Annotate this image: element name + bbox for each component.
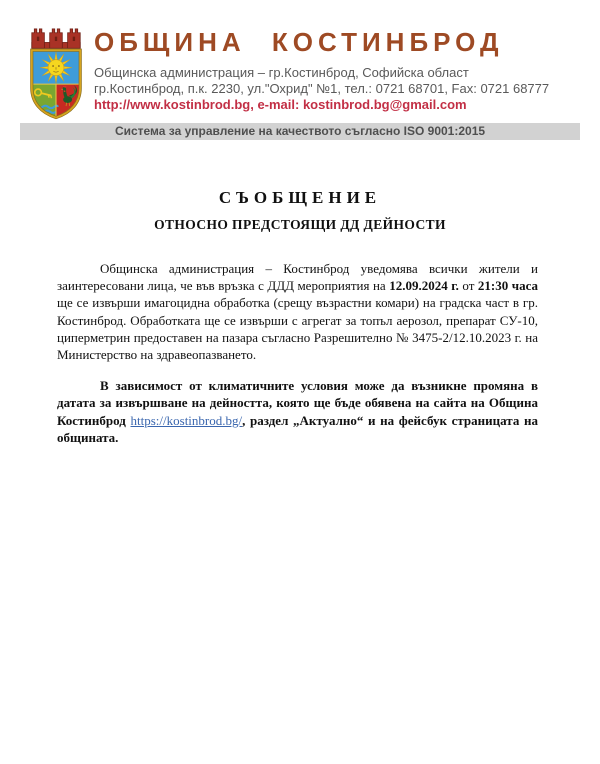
letterhead-text bbox=[94, 24, 549, 113]
announcement-paragraph bbox=[57, 260, 538, 363]
announcement-text-start: Общинска администрация – Костинброд уведомява всички жители и заинтересовани лица, че във връзка с ДДД мероприятия на bbox=[57, 261, 538, 294]
address-line-2: гр.Костинброд, п.к. 2230, ул."Охрид" №1, тел.: 0721 68701, Fax: 0721 68777 bbox=[94, 80, 550, 96]
document-body bbox=[0, 188, 600, 446]
announcement-time: 21:30 часа bbox=[477, 278, 539, 294]
announcement-text-end: ще се извърши имагоцидна обработка (срещу възрастни комари) на градска част в гр. Костинброд. Обработката ще се извърши с агрегат за топъл аерозол, препарат СУ-10, циперметрин предоставен на пазара съгласно Разрешително № 3475-2/12.10.2023 г. на Министерство на здравеопазването. bbox=[57, 295, 538, 363]
address-line-1: Общинска администрация – гр.Костинброд, Софийска област bbox=[94, 65, 469, 80]
weather-note-paragraph bbox=[57, 377, 538, 446]
announcement-text-mid: от bbox=[458, 278, 478, 294]
weather-note-text-start: В зависимост от климатичните условия може да възникне промяна в датата за извършване на дейността, която ще бъде обявена на сайта на Община Костинброд bbox=[57, 378, 538, 428]
document-subtitle: ОТНОСНО ПРЕДСТОЯЩИ ДД ДЕЙНОСТИ bbox=[154, 217, 446, 232]
municipality-name: ОБЩИНА КОСТИНБРОД bbox=[94, 27, 504, 57]
letterhead bbox=[0, 0, 600, 121]
kostinbrod-website-link[interactable]: https://kostinbrod.bg/ bbox=[130, 412, 243, 428]
mural-crown bbox=[32, 29, 80, 48]
weather-note-text-end: , раздел „Актуално“ и на фейсбук страницата на общината. bbox=[57, 412, 538, 445]
announcement-date: 12.09.2024 г. bbox=[389, 278, 459, 294]
kostinbrod-coat-of-arms-icon bbox=[25, 24, 87, 121]
iso-certification-bar: Система за управление на качеството съгласно ISO 9001:2015 bbox=[20, 123, 580, 140]
document-title: СЪОБЩЕНИЕ bbox=[218, 188, 382, 207]
website-email-line: http://www.kostinbrod.bg, e-mail: kostinbrod.bg@gmail.com bbox=[94, 97, 467, 112]
